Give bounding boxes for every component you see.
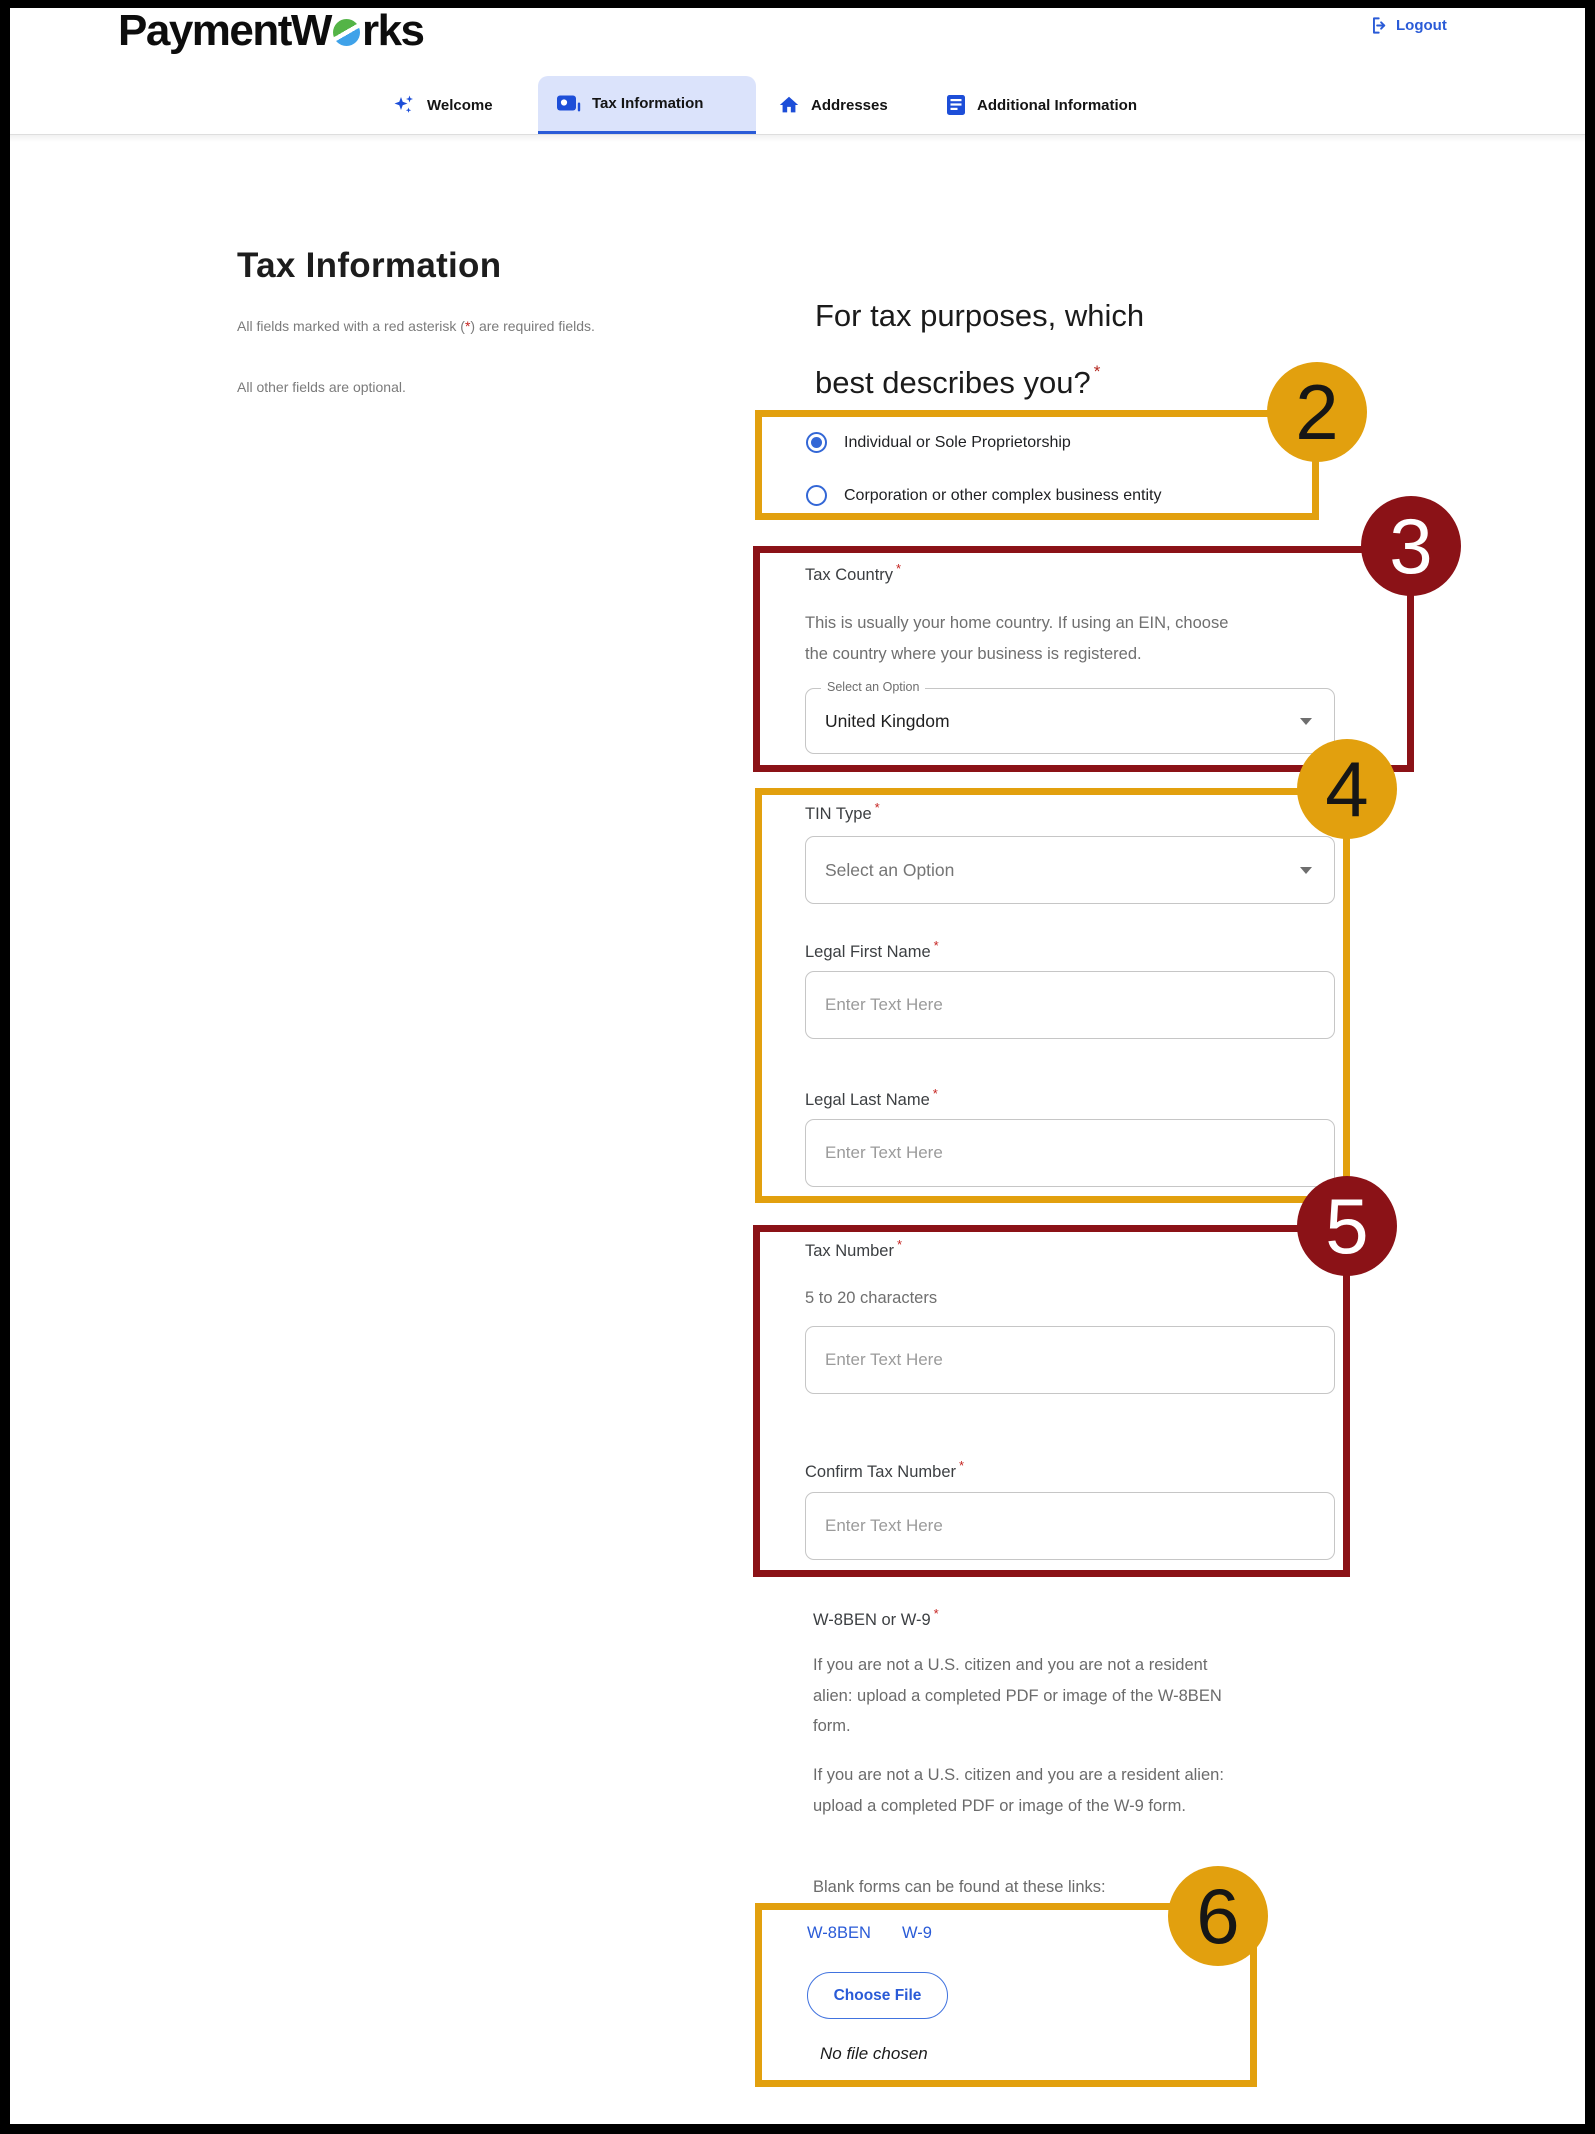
tab-welcome[interactable]: [374, 76, 511, 134]
required-asterisk: *: [959, 1458, 965, 1473]
chevron-down-icon: [1300, 718, 1312, 725]
annotation-badge-6: 6: [1168, 1866, 1268, 1966]
page-title: Tax Information: [237, 246, 502, 285]
required-asterisk: *: [933, 938, 939, 953]
tax-number-hint: 5 to 20 characters: [805, 1289, 938, 1307]
tab-addresses[interactable]: [760, 76, 906, 134]
w8-w9-label: [813, 1606, 939, 1630]
radio-individual[interactable]: [806, 432, 1071, 453]
w8ben-instructions: If you are not a U.S. citizen and you are not a resident alien: upload a completed PDF or image of the W-8BEN form.: [813, 1656, 1222, 1735]
radio-unselected-icon[interactable]: [806, 485, 827, 506]
tax-number-label-text: Tax Number: [805, 1242, 894, 1260]
w9-instructions: If you are not a U.S. citizen and you are a resident alien: upload a completed PDF or image of the W-9 form.: [813, 1766, 1224, 1815]
choose-file-button[interactable]: Choose File: [807, 1972, 948, 2019]
tin-type-select[interactable]: [805, 836, 1335, 904]
logo-swirl-icon: [333, 19, 360, 46]
logout-label: Logout: [1396, 17, 1447, 34]
question-line2: best describes you?: [815, 365, 1091, 400]
annotation-badge-3: 3: [1361, 496, 1461, 596]
tab-additional-information[interactable]: [928, 76, 1155, 134]
legal-first-name-label: [805, 938, 939, 962]
sparkle-icon: [392, 93, 416, 117]
radio-individual-label: Individual or Sole Proprietorship: [844, 433, 1071, 451]
radio-selected-icon[interactable]: [806, 432, 827, 453]
tax-country-help: This is usually your home country. If using an EIN, choose the country where your business is registered.: [805, 614, 1229, 663]
blank-forms-note: Blank forms can be found at these links:: [813, 1878, 1106, 1896]
w8ben-link[interactable]: W-8BEN: [807, 1924, 871, 1942]
tab-additional-information-label: Additional Information: [977, 96, 1137, 114]
tax-country-float-label: Select an Option: [821, 680, 925, 694]
w9-link[interactable]: W-9: [902, 1924, 932, 1942]
radio-corporation[interactable]: [806, 485, 1162, 506]
paymentworks-logo: [118, 6, 424, 56]
document-icon: [946, 94, 966, 116]
radio-corporation-label: Corporation or other complex business entity: [844, 486, 1162, 504]
tax-number-input[interactable]: [805, 1326, 1335, 1394]
tab-tax-information[interactable]: [538, 76, 756, 134]
red-asterisk: *: [464, 318, 471, 334]
legal-first-name-input[interactable]: [805, 971, 1335, 1039]
no-file-chosen-text: No file chosen: [820, 2044, 928, 2063]
confirm-tax-number-input[interactable]: [805, 1492, 1335, 1560]
legal-first-name-label-text: Legal First Name: [805, 943, 931, 961]
tax-country-label-text: Tax Country: [805, 566, 894, 584]
required-note-pre: All fields marked with a red asterisk (: [237, 318, 465, 334]
tax-country-label: [805, 561, 901, 585]
required-asterisk: *: [933, 1606, 939, 1621]
required-asterisk: *: [932, 1086, 938, 1101]
tab-welcome-label: Welcome: [427, 96, 493, 114]
logo-text-left: PaymentW: [118, 6, 331, 55]
tax-classification-question: [815, 288, 1144, 411]
logo-text-right: rks: [361, 6, 424, 55]
tin-type-label-text: TIN Type: [805, 805, 872, 823]
required-asterisk: *: [874, 800, 880, 815]
home-icon: [778, 94, 800, 116]
tax-country-value: United Kingdom: [825, 710, 950, 731]
header-divider: [10, 134, 1585, 142]
required-asterisk: *: [896, 561, 902, 576]
logout-button[interactable]: [1370, 16, 1447, 35]
optional-fields-note: All other fields are optional.: [237, 379, 406, 395]
chevron-down-icon: [1300, 867, 1312, 874]
confirm-tax-number-label-text: Confirm Tax Number: [805, 1463, 956, 1481]
required-note-post: ) are required fields.: [470, 318, 595, 334]
tab-tax-information-label: Tax Information: [592, 95, 704, 112]
legal-last-name-label-text: Legal Last Name: [805, 1091, 930, 1109]
w8-w9-label-text: W-8BEN or W-9: [813, 1611, 931, 1629]
annotation-badge-5: 5: [1297, 1176, 1397, 1276]
legal-last-name-input[interactable]: [805, 1119, 1335, 1187]
badge-card-icon: [556, 94, 581, 114]
legal-last-name-label: [805, 1086, 938, 1110]
tab-addresses-label: Addresses: [811, 96, 888, 114]
required-asterisk: *: [896, 1237, 903, 1252]
required-fields-note: [237, 316, 615, 337]
logout-icon: [1370, 16, 1389, 35]
annotation-badge-2: 2: [1267, 362, 1367, 462]
annotation-badge-4: 4: [1297, 739, 1397, 839]
confirm-tax-number-label: [805, 1458, 964, 1482]
tin-type-value: Select an Option: [825, 859, 955, 880]
question-line1: For tax purposes, which: [815, 298, 1145, 333]
tax-country-select[interactable]: [805, 680, 1335, 754]
tin-type-label: [805, 800, 880, 824]
required-asterisk: *: [1093, 362, 1101, 381]
tax-number-label: [805, 1237, 902, 1261]
